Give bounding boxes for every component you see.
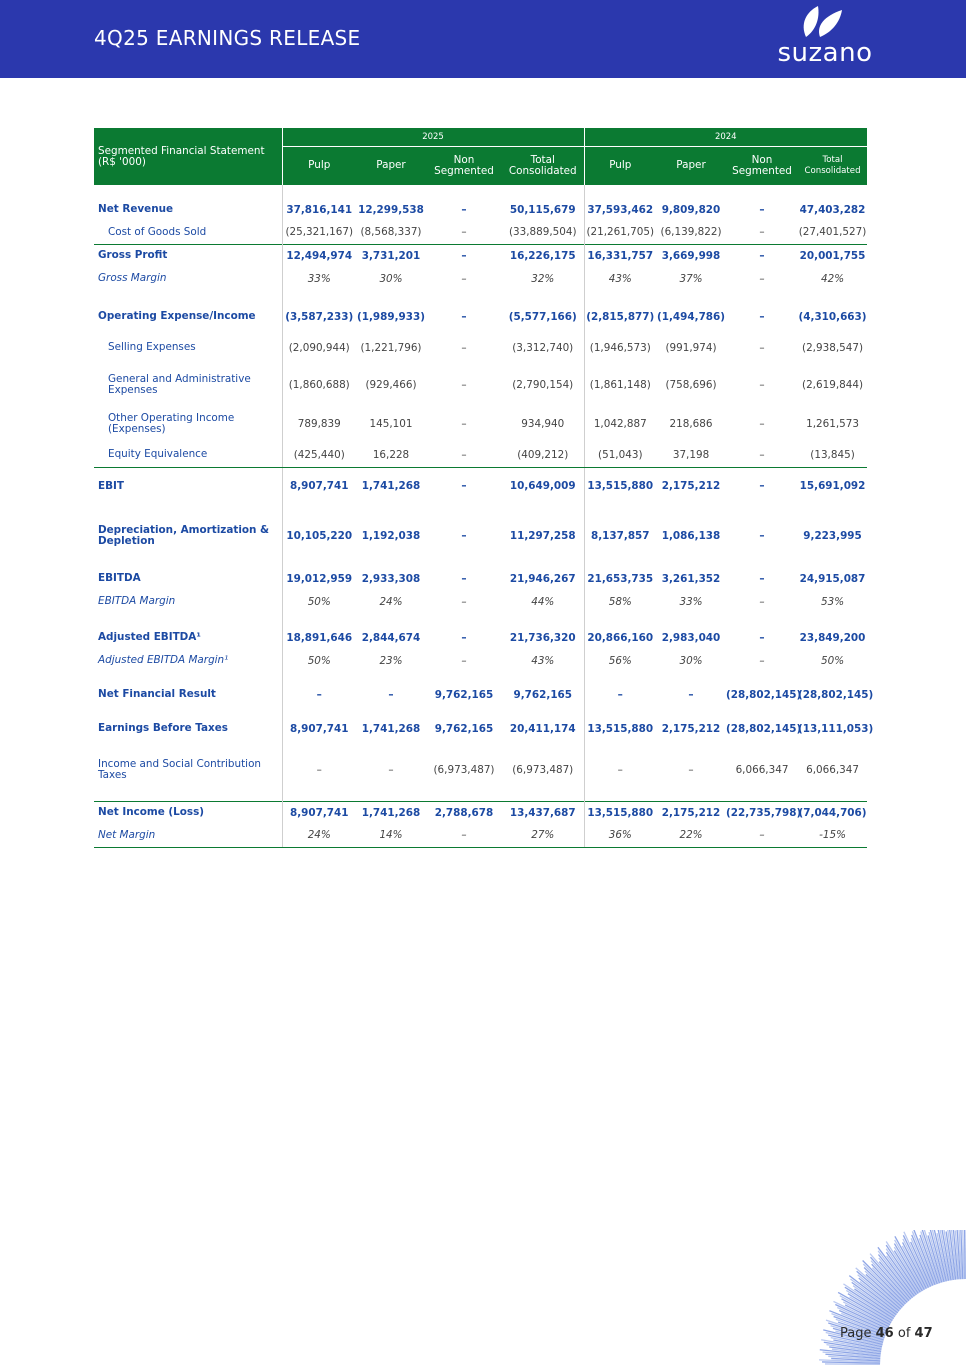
table-cell: –: [759, 654, 765, 667]
table-cell: 1,261,573: [806, 417, 859, 430]
table-cell: (929,466): [365, 378, 417, 391]
table-cell: (13,111,053): [798, 722, 874, 735]
row-cost-of-goods-sold: [94, 221, 867, 244]
table-cell: 20,001,755: [798, 244, 867, 267]
table-cell: 145,101: [369, 417, 413, 430]
table-cell: 50,115,679: [509, 203, 576, 216]
table-cell: 37,198: [656, 443, 726, 467]
table-cell: (51,043): [584, 443, 656, 467]
table-cell: –: [759, 378, 765, 391]
table-cell: –: [759, 417, 765, 430]
table-cell: (425,440): [282, 443, 356, 467]
row-label: Earnings Before Taxes: [94, 717, 282, 740]
table-cell: (7,044,706): [798, 801, 867, 824]
table-cell: (21,261,705): [584, 221, 656, 244]
table-cell: (8,568,337): [360, 226, 422, 239]
row-selling-expenses: [94, 330, 867, 365]
row-equity-equivalence: [94, 443, 867, 467]
table-cell: –: [461, 378, 467, 391]
table-cell: 30%: [379, 272, 403, 285]
table-cell: –: [726, 244, 798, 267]
col-header-paper-2024: Paper: [656, 146, 726, 185]
table-cell: (991,974): [665, 341, 717, 354]
table-cell: 21,946,267: [509, 572, 576, 585]
table-cell: (27,401,527): [798, 226, 867, 239]
page-of-label: of: [897, 1326, 911, 1341]
col-header-paper-2025: Paper: [356, 146, 426, 185]
table-cell: 37%: [679, 272, 703, 285]
table-cell: 53%: [820, 595, 845, 608]
table-cell: 13,515,880: [584, 717, 656, 740]
table-cell: 24%: [379, 595, 403, 608]
table-cell: 19,012,959: [286, 572, 353, 585]
table-cell: 50%: [820, 654, 845, 667]
row-label: Net Revenue: [94, 198, 282, 221]
page-header: [0, 0, 966, 78]
row-label: Net Margin: [94, 824, 282, 847]
table-cell: 43%: [531, 654, 555, 667]
row-label: Operating Expense/Income: [94, 303, 282, 330]
table-cell: 1,741,268: [361, 722, 421, 735]
decorative-sunburst-graphic: [766, 1230, 966, 1365]
table-cell: 8,907,741: [282, 801, 356, 824]
table-cell: –: [461, 203, 467, 216]
table-cell: (1,221,796): [360, 341, 422, 354]
row-earnings-before-taxes: [94, 717, 867, 740]
table-cell: 2,933,308: [361, 572, 421, 585]
table-cell: (2,938,547): [802, 341, 864, 354]
row-label: Gross Profit: [94, 244, 282, 267]
table-cell: 3,669,998: [656, 244, 726, 267]
table-cell: –: [759, 226, 765, 239]
table-cell: 6,066,347: [806, 764, 859, 777]
table-cell: 13,515,880: [584, 467, 656, 505]
table-cell: –: [461, 654, 467, 667]
table-cell: (6,973,487): [433, 764, 495, 777]
table-cell: 2,175,212: [661, 480, 721, 493]
table-cell: 2,844,674: [361, 631, 421, 644]
page-number: [840, 1326, 933, 1341]
row-ebitda-margin: [94, 590, 867, 613]
table-cell: 8,907,741: [289, 722, 349, 735]
segmented-financial-table: [94, 128, 874, 848]
table-cell: –: [316, 688, 322, 701]
table-cell: 47,403,282: [799, 203, 866, 216]
table-cell: 24,915,087: [799, 572, 866, 585]
table-cell: 23%: [379, 654, 403, 667]
row-label: Depreciation, Amortization & Depletion: [94, 505, 282, 567]
table-cell: –: [461, 595, 467, 608]
table-cell: (1,946,573): [584, 330, 656, 365]
table-cell: 8,907,741: [289, 480, 349, 493]
row-ebit: [94, 467, 867, 505]
logo-wordmark: suzano: [777, 38, 873, 68]
table-cell: 6,066,347: [735, 764, 789, 777]
table-cell: (1,861,148): [584, 365, 656, 404]
table-cell: –: [688, 764, 694, 777]
table-cell: 23,849,200: [799, 631, 866, 644]
row-label: EBITDA: [94, 567, 282, 590]
table-cell: –: [759, 341, 765, 354]
report-title: 4Q25 EARNINGS RELEASE: [94, 26, 361, 50]
table-cell: (2,815,877): [584, 303, 656, 330]
table-cell: –: [461, 310, 467, 323]
table-cell: 30%: [679, 654, 703, 667]
table-cell: 58%: [584, 590, 656, 613]
row-label: Other Operating Income (Expenses): [94, 404, 282, 443]
year-2024-header: 2024: [584, 128, 867, 146]
table-cell: –: [726, 824, 798, 847]
table-cell: –: [726, 443, 798, 467]
table-cell: (2,090,944): [288, 341, 350, 354]
row-label: Adjusted EBITDA Margin¹: [94, 649, 282, 672]
page-total: 47: [914, 1326, 933, 1341]
table-cell: –: [461, 272, 467, 285]
row-operating-expense: [94, 303, 867, 330]
table-cell: (2,790,154): [512, 378, 574, 391]
table-label-header: Segmented Financial Statement (R$ '000): [94, 128, 282, 185]
table-cell: (3,587,233): [285, 310, 354, 323]
table-cell: –: [759, 310, 765, 323]
table-cell: –: [759, 572, 765, 585]
table-cell: 2,175,212: [661, 722, 721, 735]
table-cell: 8,137,857: [584, 505, 656, 567]
table-cell: 789,839: [297, 417, 341, 430]
table-cell: –: [688, 688, 694, 701]
table-cell: (28,802,145): [798, 688, 874, 701]
table-cell: 10,105,220: [286, 530, 353, 542]
table-cell: 20,411,174: [509, 722, 576, 735]
table-cell: 9,223,995: [803, 530, 862, 542]
col-header-nonseg-2024: Non Segmented: [726, 146, 798, 185]
table-cell: 1,042,887: [584, 404, 656, 443]
table-cell: 14%: [356, 824, 426, 847]
table-cell: (1,989,933): [356, 310, 425, 323]
row-general-admin-expenses: [94, 365, 867, 404]
table-cell: –: [461, 572, 467, 585]
row-label: Net Financial Result: [94, 672, 282, 717]
table-cell: 33%: [307, 272, 331, 285]
table-cell: 11,297,258: [509, 530, 576, 542]
table-cell: -15%: [798, 824, 867, 847]
table-cell: 1,192,038: [361, 530, 421, 542]
table-cell: 13,437,687: [502, 801, 584, 824]
suzano-logo: [770, 4, 880, 66]
table-cell: 37,593,462: [584, 198, 656, 221]
table-cell: 32%: [531, 272, 555, 285]
table-cell: 16,331,757: [584, 244, 656, 267]
table-cell: (758,696): [665, 378, 717, 391]
row-income-taxes: [94, 740, 867, 801]
table-cell: –: [461, 226, 467, 239]
table-cell: (2,619,844): [802, 378, 864, 391]
table-cell: 22%: [656, 824, 726, 847]
row-label: Cost of Goods Sold: [94, 221, 282, 244]
table-cell: –: [759, 631, 765, 644]
table-cell: –: [388, 688, 394, 701]
row-label: EBIT: [94, 467, 282, 505]
table-cell: 20,866,160: [584, 626, 656, 649]
table-cell: –: [461, 417, 467, 430]
table-cell: (409,212): [502, 443, 584, 467]
table-cell: –: [426, 443, 502, 467]
row-net-revenue: [94, 198, 867, 221]
table-cell: –: [584, 740, 656, 801]
row-net-financial-result: [94, 672, 867, 717]
table-cell: –: [759, 203, 765, 216]
table-cell: 21,653,735: [584, 567, 656, 590]
table-cell: 2,788,678: [426, 801, 502, 824]
table-cell: (22,735,798): [726, 801, 798, 824]
col-header-total-2025: Total Consolidated: [502, 146, 584, 185]
table-cell: –: [759, 272, 765, 285]
table-cell: –: [759, 530, 765, 542]
table-cell: 934,940: [521, 417, 565, 430]
table-cell: –: [316, 764, 322, 777]
table-cell: –: [461, 480, 467, 493]
table-cell: (1,494,786): [657, 310, 726, 323]
table-cell: 3,731,201: [356, 244, 426, 267]
table-cell: 43%: [584, 267, 656, 290]
table-cell: 1,741,268: [361, 480, 421, 493]
table-cell: 42%: [820, 272, 845, 285]
row-other-operating-income: [94, 404, 867, 443]
table-cell: (28,802,145): [726, 688, 802, 701]
table-cell: 21,736,320: [509, 631, 576, 644]
page-current: 46: [875, 1326, 894, 1341]
table-cell: –: [584, 672, 656, 717]
table-cell: 44%: [531, 595, 555, 608]
table-cell: –: [426, 244, 502, 267]
table-cell: 9,762,165: [434, 688, 494, 701]
table-cell: 12,494,974: [282, 244, 356, 267]
table-cell: (6,973,487): [512, 764, 574, 777]
row-net-margin: [94, 824, 867, 847]
leaf-logo-icon: [770, 4, 880, 40]
table-cell: 50%: [307, 654, 331, 667]
table-cell: –: [388, 764, 394, 777]
table-cell: 36%: [584, 824, 656, 847]
row-label: Equity Equivalence: [94, 443, 282, 467]
table-cell: 16,226,175: [502, 244, 584, 267]
row-label: Gross Margin: [94, 267, 282, 290]
table-cell: –: [759, 480, 765, 493]
table-cell: 2,983,040: [661, 631, 721, 644]
table-cell: 2,175,212: [656, 801, 726, 824]
row-label: General and Administrative Expenses: [94, 365, 282, 404]
table-cell: 3,261,352: [661, 572, 721, 585]
row-label: Adjusted EBITDA¹: [94, 626, 282, 649]
row-label: Net Income (Loss): [94, 801, 282, 824]
table-cell: 16,228: [356, 443, 426, 467]
table-cell: 13,515,880: [584, 801, 656, 824]
table-cell: 15,691,092: [799, 480, 866, 493]
table-cell: (33,889,504): [508, 226, 577, 239]
table-cell: (6,139,822): [660, 226, 722, 239]
table-cell: 27%: [502, 824, 584, 847]
col-header-pulp-2024: Pulp: [584, 146, 656, 185]
row-ebitda: [94, 567, 867, 590]
table-cell: –: [461, 530, 467, 542]
table-cell: 24%: [282, 824, 356, 847]
row-net-income: [94, 801, 867, 824]
table-cell: –: [426, 824, 502, 847]
table-cell: 9,809,820: [661, 203, 721, 216]
row-label: Income and Social Contribution Taxes: [94, 740, 282, 801]
row-label: Selling Expenses: [94, 330, 282, 365]
table-cell: 56%: [584, 649, 656, 672]
table-cell: 33%: [679, 595, 703, 608]
page-label: Page: [840, 1326, 872, 1341]
table-cell: (13,845): [798, 443, 867, 467]
table-cell: (5,577,166): [508, 310, 577, 323]
row-gross-margin: [94, 267, 867, 290]
col-header-pulp-2025: Pulp: [282, 146, 356, 185]
table-cell: (25,321,167): [285, 226, 354, 239]
table-cell: 9,762,165: [434, 722, 494, 735]
row-depreciation: [94, 505, 867, 567]
row-adjusted-ebitda: [94, 626, 867, 649]
table-cell: 18,891,646: [286, 631, 353, 644]
table-cell: 218,686: [669, 417, 713, 430]
table-cell: 1,086,138: [661, 530, 721, 542]
table-cell: 10,649,009: [509, 480, 576, 493]
table-cell: (1,860,688): [288, 378, 350, 391]
row-adjusted-ebitda-margin: [94, 649, 867, 672]
col-header-total-2024: Total Consolidated: [798, 146, 867, 185]
year-2025-header: 2025: [282, 128, 584, 146]
table-cell: –: [461, 631, 467, 644]
col-header-nonseg-2025: Non Segmented: [426, 146, 502, 185]
table-cell: (28,802,145): [726, 722, 802, 735]
table-cell: –: [461, 341, 467, 354]
row-gross-profit: [94, 244, 867, 267]
table-cell: 1,741,268: [356, 801, 426, 824]
table-cell: 37,816,141: [286, 203, 353, 216]
table-cell: 50%: [307, 595, 331, 608]
row-label: EBITDA Margin: [94, 590, 282, 613]
table-cell: (4,310,663): [798, 310, 867, 323]
table-cell: 9,762,165: [513, 688, 573, 701]
table-cell: (3,312,740): [512, 341, 574, 354]
table-cell: 12,299,538: [358, 203, 424, 216]
table-cell: –: [759, 595, 765, 608]
